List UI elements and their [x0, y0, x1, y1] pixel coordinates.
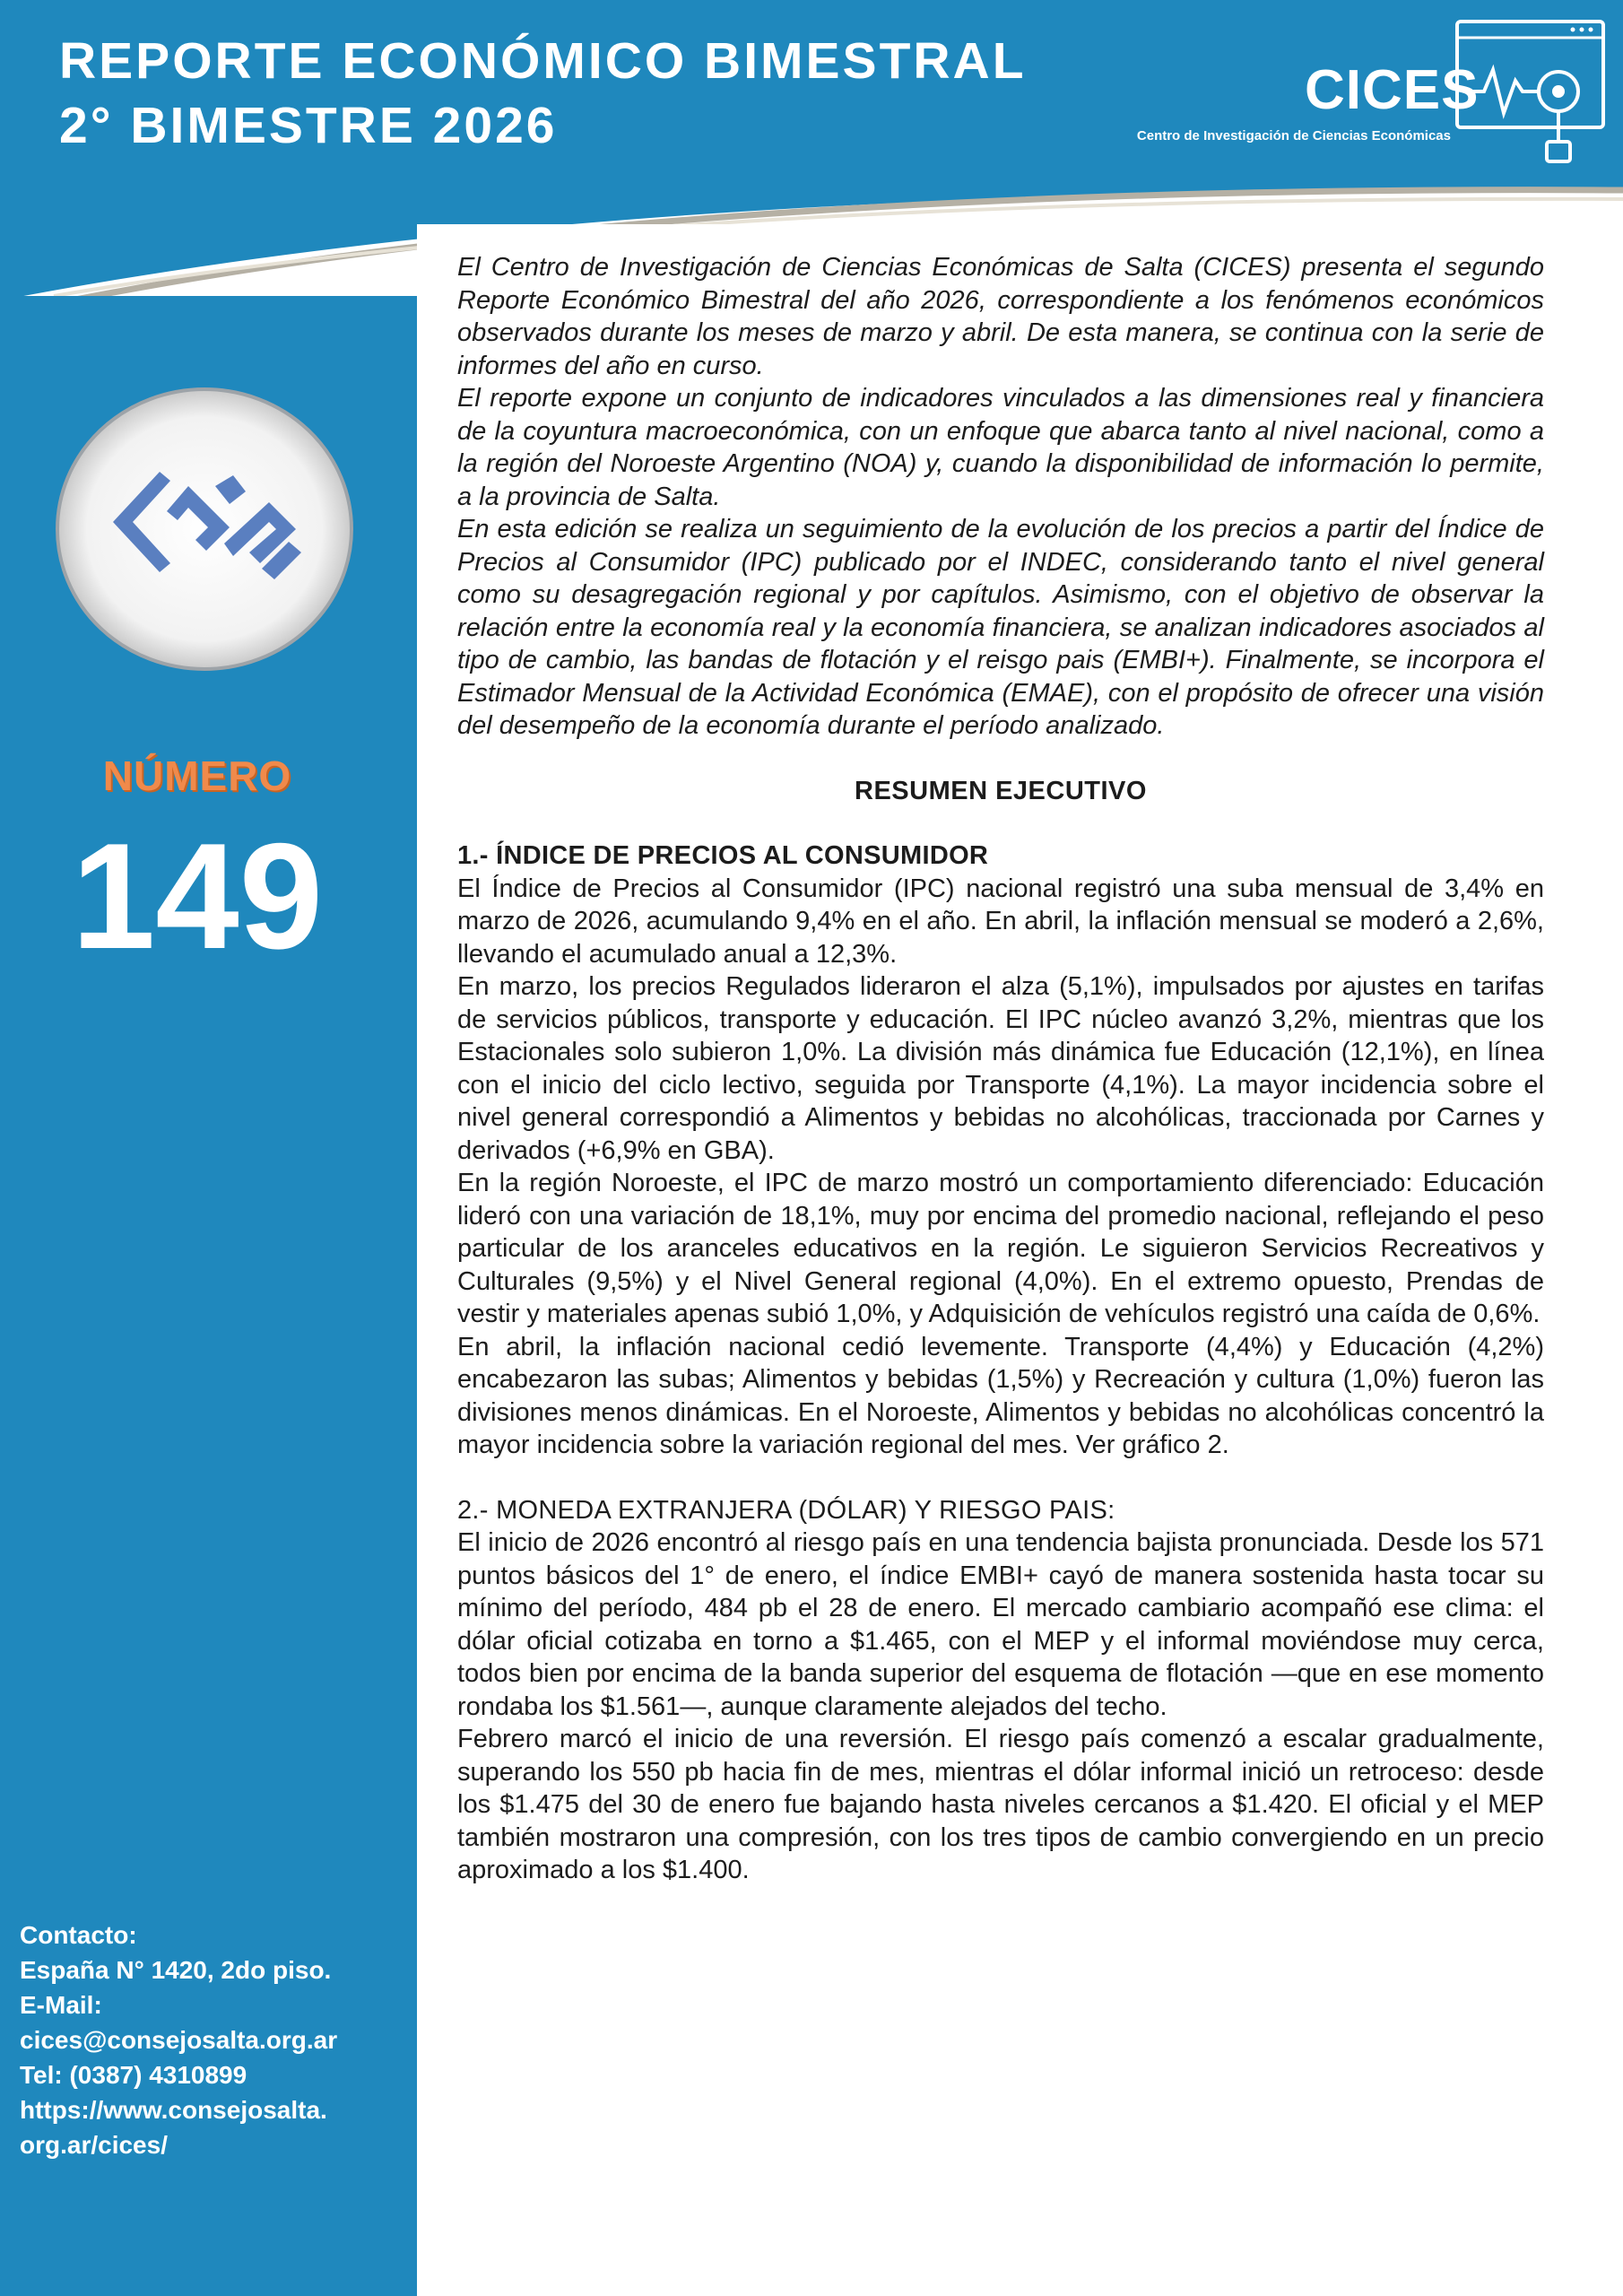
report-title-line-1: REPORTE ECONÓMICO BIMESTRAL — [59, 32, 1027, 90]
section-2-paragraph: Febrero marcó el inicio de una reversión. El riesgo país comenzó a escalar gradualmente, superando los 550 pb hacia fin de mes, mientras el dólar informal inició un retroceso: desde los $1.475 del 30 de enero fue bajando hasta niveles cercanos a $1.420. El oficial y el MEP también mostraron una compresión, con los tres tipos de cambio convergiendo en un precio aproximado a los $1.400. — [457, 1725, 1544, 1884]
cices-logo-subtitle: Centro de Investigación de Ciencias Económicas — [1136, 128, 1451, 144]
intro-paragraph: En esta edición se realiza un seguimiento de la evolución de los precios a partir del Índice de Precios al Consumidor (IPC) publicado por el INDEC, considerando tanto el nivel general como su desagregación regional y por capítulos. Asimismo, con el objetivo de observar la relación entre la economía real y la economía financiera, se analizan indicadores asociados al tipo de cambio, las bandas de flotación y el reisgo pais (EMBI+). Finalmente, se incorpora el Estimador Mensual de la Actividad Económica (EMAE), con el propósito de ofrecer una visión del desempeño de la economía durante el período analizado. — [457, 515, 1544, 740]
contact-phone: Tel: (0387) 4310899 — [20, 2061, 247, 2089]
section-1-paragraph: El Índice de Precios al Consumidor (IPC) nacional registró una suba mensual de 3,4% en marzo de 2026, acumulando 9,4% en el año. En abril, la inflación mensual se moderó a 2,6%, llevando el acumulado anual a 12,3%. — [457, 874, 1544, 969]
report-title-line-2: 2° BIMESTRE 2026 — [59, 97, 558, 154]
contact-email-link[interactable]: cices@consejosalta.org.ar — [20, 2026, 338, 2054]
issue-number-value: 149 — [71, 812, 324, 980]
section-2-heading: 2.- MONEDA EXTRANJERA (DÓLAR) Y RIESGO PAIS: — [457, 1495, 1115, 1525]
section-1-paragraph: En marzo, los precios Regulados lideraron el alza (5,1%), impulsados por ajustes en tarifas de servicios públicos, transporte y educación. El IPC núcleo avanzó 3,2%, mientras que los Estacionales solo subieron 1,0%. La división más dinámica fue Educación (12,1%), en línea con el inicio del ciclo lectivo, seguida por Transporte (4,1%). La mayor incidencia sobre el nivel general correspondió a Alimentos y bebidas no alcohólicas, traccionada por Carnes y derivados (+6,9% en GBA). — [457, 972, 1544, 1165]
executive-summary-title: RESUMEN EJECUTIVO — [855, 776, 1147, 805]
contact-email-label: E-Mail: — [20, 1991, 102, 2019]
main-content — [457, 251, 1544, 1887]
issue-number-label: NÚMERO — [102, 752, 292, 799]
cpce-logo-emblem — [54, 386, 355, 673]
contact-website-link-line-1[interactable]: https://www.consejosalta. — [20, 2096, 327, 2124]
intro-section — [457, 251, 1544, 743]
section-2-paragraph: El inicio de 2026 encontró al riesgo país en una tendencia bajista pronunciada. Desde los 571 puntos básicos del 1° de enero, el índice EMBI+ cayó de manera sostenida hasta tocar su mínimo del período, 484 pb el 28 de enero. El mercado cambiario acompañó ese clima: el dólar oficial cotizaba en torno a $1.465, con el MEP y el informal moviéndose muy cerca, todos bien por encima de la banda superior del esquema de flotación —que en ese momento rondaba los $1.561—, aunque claramente alejados del techo. — [457, 1528, 1544, 1721]
section-1-heading: 1.- ÍNDICE DE PRECIOS AL CONSUMIDOR — [457, 841, 989, 870]
cices-logo-text: CICES — [1305, 59, 1480, 121]
section-1-paragraph: En abril, la inflación nacional cedió levemente. Transporte (4,4%) y Educación (4,2%) encabezaron las subas; Alimentos y bebidas (1,5%) y Recreación y cultura (1,0%) fueron las divisiones menos dinámicas. En el Noroeste, Alimentos y bebidas no alcohólicas concentró la mayor incidencia sobre la variación regional del mes. Ver gráfico 2. — [457, 1332, 1544, 1459]
contact-website-link-line-2[interactable]: org.ar/cices/ — [20, 2131, 168, 2159]
intro-paragraph: El Centro de Investigación de Ciencias Económicas de Salta (CICES) presenta el segundo Reporte Económico Bimestral del año 2026, correspondiente a los fenómenos económicos observados durante los meses de marzo y abril. De esta manera, se continua con la serie de informes del año en curso. — [457, 253, 1544, 380]
contact-block — [20, 1918, 414, 2162]
contact-address: España N° 1420, 2do piso. — [20, 1956, 332, 1984]
section-1-paragraph: En la región Noroeste, el IPC de marzo mostró un comportamiento diferenciado: Educación lideró con una variación de 18,1%, muy por encima del promedio nacional, reflejando el peso particular de los aranceles educativos en la región. Le siguieron Servicios Recreativos y Culturales (9,5%) y el Nivel General regional (4,0%). En el extremo opuesto, Prendas de vestir y materiales apenas subió 1,0%, y Adquisición de vehículos registró una caída de 0,6%. — [457, 1169, 1544, 1328]
contact-label: Contacto: — [20, 1921, 137, 1949]
intro-paragraph: El reporte expone un conjunto de indicadores vinculados a las dimensiones real y financiera de la coyuntura macroeconómica, con un enfoque que abarca tanto al nivel nacional, como a la región del Noroeste Argentino (NOA) y, cuando la disponibilidad de información lo permite, a la provincia de Salta. — [457, 384, 1544, 511]
